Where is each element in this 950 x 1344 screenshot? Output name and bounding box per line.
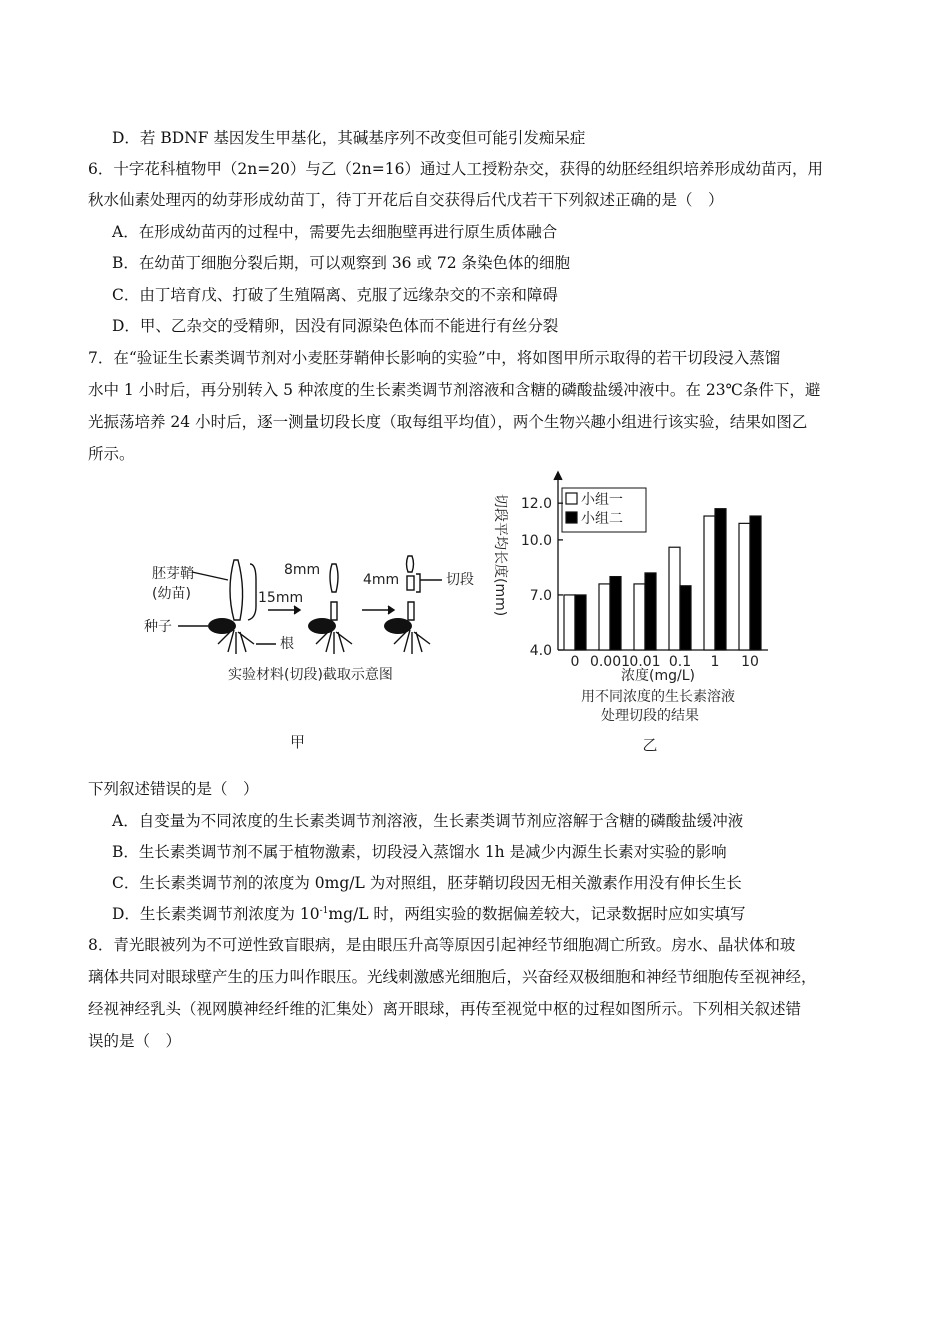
q8-stem-line2: 璃体共同对眼球壁产生的压力叫作眼压。光线刺激感光细胞后，兴奋经双极细胞和神经节细胞传至视神经， <box>88 968 817 986</box>
q7-option-d: D．生长素类调节剂浓度为 $10^{-1}mg/L$ 时，两组实验的数据偏差较大，记录数据时应如实填写 <box>112 905 746 923</box>
q5-option-d: D．若 BDNF 基因发生甲基化，其碱基序列不改变但可能引发痴呆症 <box>112 129 586 147</box>
figure-jia-caption: 实验材料(切段)截取示意图 <box>228 667 393 683</box>
q8-stem-line4: 误的是（ ） <box>88 1032 182 1050</box>
y-tick-label: 4.0 <box>529 643 552 659</box>
segment-4mm-shape <box>407 576 414 590</box>
legend-swatch <box>566 493 577 504</box>
q7-option-a: A．自变量为不同浓度的生长素类调节剂溶液，生长素类调节剂应溶解于含糖的磷酸盐缓冲液 <box>112 812 744 830</box>
label-4mm: 4mm <box>363 572 400 588</box>
bar <box>704 516 715 650</box>
seed-shape-2 <box>308 618 336 634</box>
bar <box>634 584 645 650</box>
y-tick-label: 10.0 <box>520 532 552 549</box>
coleoptile-shape <box>230 560 243 620</box>
q6-stem-line2: 秋水仙素处理丙的幼芽形成幼苗丁，待丁开花后自交获得后代戊若干下列叙述正确的是（ ） <box>88 191 724 209</box>
cut-tip-shape <box>330 564 338 592</box>
q6-stem-line1: 6．十字花科植物甲（2n=20）与乙（2n=16）通过人工授粉杂交，获得的幼胚经组织培养形成幼苗丙，用 <box>88 160 823 178</box>
x-tick-label: 0.001 <box>589 654 631 670</box>
x-tick-label: 10 <box>741 654 759 670</box>
chart-caption-1: 用不同浓度的生长素溶液 <box>581 689 735 705</box>
figure-jia <box>130 540 474 760</box>
y-tick-label: 12.0 <box>520 496 552 513</box>
label-root: 根 <box>280 636 294 652</box>
q6-option-a: A．在形成幼苗丙的过程中，需要先去细胞壁再进行原生质体融合 <box>112 223 558 241</box>
q8-stem-line1: 8．青光眼被列为不可逆性致盲眼病，是由眼压升高等原因引起神经节细胞凋亡所致。房水、晶状体和玻 <box>88 936 796 954</box>
x-tick-label: 1 <box>710 654 720 670</box>
q7-stem-line1: 7．在“验证生长素类调节剂对小麦胚芽鞘伸长影响的实验”中，将如图甲所示取得的若干切段浸入蒸馏 <box>88 349 781 367</box>
q6-option-b: B．在幼苗丁细胞分裂后期，可以观察到 36 或 72 条染色体的细胞 <box>112 254 571 272</box>
bar <box>680 586 691 650</box>
q7-question: 下列叙述错误的是（ ） <box>88 780 259 798</box>
chart-caption-2: 处理切段的结果 <box>601 708 699 724</box>
bar <box>599 584 610 650</box>
q6-option-d: D．甲、乙杂交的受精卵，因没有同源染色体而不能进行有丝分裂 <box>112 317 559 335</box>
q7-stem-line3: 光振荡培养 24 小时后，逐一测量切段长度（取每组平均值），两个生物兴趣小组进行该实验，结果如图乙 <box>88 413 808 431</box>
chart-ylabel: 切段平均长度(mm) <box>492 494 508 617</box>
legend-label: 小组一 <box>581 492 623 508</box>
q7-option-b: B．生长素类调节剂不属于植物激素，切段浸入蒸馏水 1h 是减少内源生长素对实验的影响 <box>112 843 727 861</box>
figure-jia-panel-label: 甲 <box>290 733 306 751</box>
x-tick-label: 0 <box>570 654 580 670</box>
q7-option-c: C．生长素类调节剂的浓度为 0mg/L 为对照组，胚芽鞘切段因无相关激素作用没有伸长生长 <box>112 874 742 892</box>
bar <box>669 547 680 650</box>
legend-label: 小组二 <box>581 511 623 527</box>
y-axis-arrow <box>554 472 562 480</box>
label-coleoptile: 胚芽鞘 <box>152 566 194 582</box>
label-8mm: 8mm <box>284 562 321 578</box>
bar <box>739 523 750 650</box>
pointer-coleoptile <box>192 572 228 580</box>
chart-xlabel: 浓度(mg/L) <box>621 668 695 684</box>
label-seed: 种子 <box>144 619 172 635</box>
y-tick-label: 7.0 <box>529 587 552 604</box>
figure-yi-chart <box>478 466 798 766</box>
bar <box>575 595 586 650</box>
q6-option-c: C．由丁培育戊、打破了生殖隔离、克服了远缘杂交的不亲和障碍 <box>112 286 558 304</box>
label-15mm: 15mm <box>258 590 304 606</box>
seed-shape-1 <box>208 618 236 634</box>
bar <box>610 577 621 650</box>
bar <box>750 516 761 650</box>
bar <box>564 595 575 650</box>
chart-panel-label: 乙 <box>642 736 658 754</box>
legend-swatch <box>566 512 577 523</box>
bar <box>645 573 656 650</box>
label-segment: 切段 <box>446 572 474 588</box>
q7-stem-line4: 所示。 <box>88 445 135 463</box>
bar <box>715 509 726 650</box>
q7-stem-line2: 水中 1 小时后，再分别转入 5 种浓度的生长素类调节剂溶液和含糖的磷酸盐缓冲液中。在 23℃条件下，避 <box>88 381 821 399</box>
q8-stem-line3: 经视神经乳头（视网膜神经纤维的汇集处）离开眼球，再传至视觉中枢的过程如图所示。下列相关叙述错 <box>88 1000 802 1018</box>
label-seedling: (幼苗) <box>152 586 191 602</box>
seed-shape-3 <box>384 618 412 634</box>
x-tick-label: 0.01 <box>629 654 661 670</box>
x-tick-label: 0.1 <box>668 654 692 670</box>
